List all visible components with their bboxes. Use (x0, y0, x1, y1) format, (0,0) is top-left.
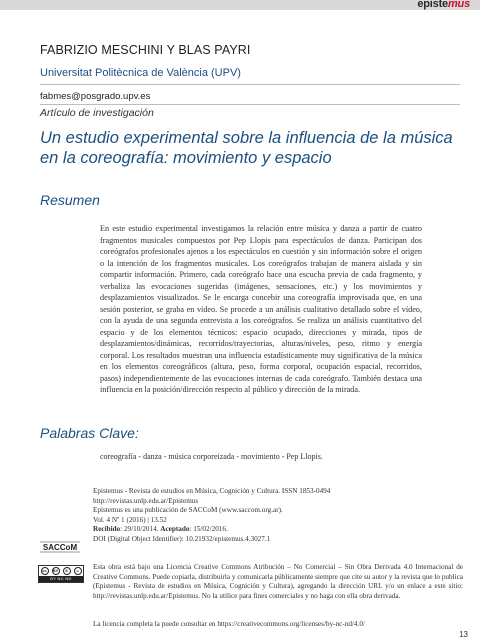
abstract-text: En este estudio experimental investigamos la relación entre música y danza a partir de cuatro fragmentos musicales compuestos por Pep Llopis para espectáculos de danza. Participan dos coreógrafos profesionales ajenos a los espectáculos en cuestión y sin información sobre el origen o la intención de los fragmentos musicales. Los coreógrafos trabajan de manera aislada y sin compartir información. Primero, cada coreógrafo hace una escucha previa de cada fragmento, y verbaliza las evocaciones sugeridas (imágenes, sensaciones, etc.) y los movimientos y desplazamientos visualizados. Se le encarga concebir una coreografía improvisada que, en una sesión posterior, se graba en vídeo. Se procede a un análisis cualitativo detallado sobre el vídeo, con la ayuda de una segunda entrevista a los coreógrafos. Se realiza un análisis cuantitativo del espacio y de los elementos técnicos: espacio ocupado, direcciones y mirada, tipos de desplazamientos/dinámicas, recorridos/trayectorias, alturas/niveles, peso, ritmo y energía corporal. Los resultados muestran una influencia estadísticamente muy significativa de la música en los elementos coreográficos (altura, peso, forma corporal, ocupación espacial, recorridos, pasos) independientemente de las evocaciones internas de cada coreógrafo. También destaca una influencia en la posición/dirección respecto al público y dirección de la mirada. (100, 224, 422, 394)
publication-metadata (93, 487, 463, 545)
authors: FABRIZIO MESCHINI Y BLAS PAYRI (40, 43, 251, 57)
noderivatives-icon: = (74, 567, 82, 575)
cc-icons (39, 566, 83, 576)
doi-line: DOI (Digital Object Identifier): 10.21932/epistemus.4.3027.1 (93, 534, 271, 543)
keywords-text: coreografía - danza - música corporeizada - movimiento - Pep Llopis. (100, 452, 323, 461)
license-text: Esta obra está bajo una Licencia Creative Commons Atribución – No Comercial – Sin Obra Derivada 4.0 Internacional de Creative Commons. Puede copiarla, distribuirla y comunicarla públicamente siempre que cite su autor y la revista que lo publica (Epistemus - Revista de estudios en Música, Cognición y Cultura), agregando la dirección URL y/o un enlace a este sitio: http://revistas.unlp.edu.ar/Epistemus. No la utilice para fines comerciales y no haga con ella obra derivada. (93, 563, 463, 600)
received-value: : 29/10/2014. (120, 525, 159, 534)
abstract-heading: Resumen (40, 192, 100, 208)
accepted-label: Aceptado (160, 525, 190, 534)
noncommercial-icon: $ (63, 567, 71, 575)
saccom-logo (38, 540, 82, 554)
cc-badge-label: BY NC ND (39, 576, 83, 582)
cc-license-badge[interactable] (38, 565, 84, 583)
saccom-logo-text: SACCoM (42, 543, 78, 552)
received-label: Recibido (93, 525, 121, 534)
license-link[interactable]: La licencia completa la puede consultar en https://creativecommons.org/licenses/by-nc-nd/4.0/ (93, 620, 365, 628)
cc-icon: cc (42, 568, 47, 573)
article-title: Un estudio experimental sobre la influencia de la música en la coreografía: movimiento y espacio (40, 129, 453, 167)
volume-line: Vol. 4 Nº 1 (2016) | 13.52 (93, 515, 167, 524)
keywords-heading: Palabras Clave: (40, 425, 139, 441)
attribution-icon: BY (52, 568, 59, 573)
dates-line (93, 525, 463, 535)
article-type: Artículo de investigación (40, 107, 154, 119)
publisher-line: Epistemus es una publicación de SACCoM (www.saccom.org.ar). (93, 506, 283, 515)
brand-part1: episte (417, 0, 448, 10)
journal-line: Epistemus - Revista de estudios en Música, Cognición y Cultura. ISSN 1853-0494 (93, 487, 331, 495)
divider (40, 104, 460, 105)
journal-url[interactable]: http://revistas.unlp.edu.ar/Epistemus (93, 496, 199, 505)
divider (40, 84, 460, 85)
author-email[interactable]: fabmes@posgrado.upv.es (40, 91, 151, 102)
accepted-value: : 15/02/2016. (189, 525, 228, 534)
page-number: 13 (459, 630, 468, 639)
brand-part2: mus (447, 0, 470, 10)
journal-logo (417, 0, 470, 10)
affiliation: Universitat Politècnica de València (UPV) (40, 67, 241, 79)
header-bar (0, 0, 480, 10)
